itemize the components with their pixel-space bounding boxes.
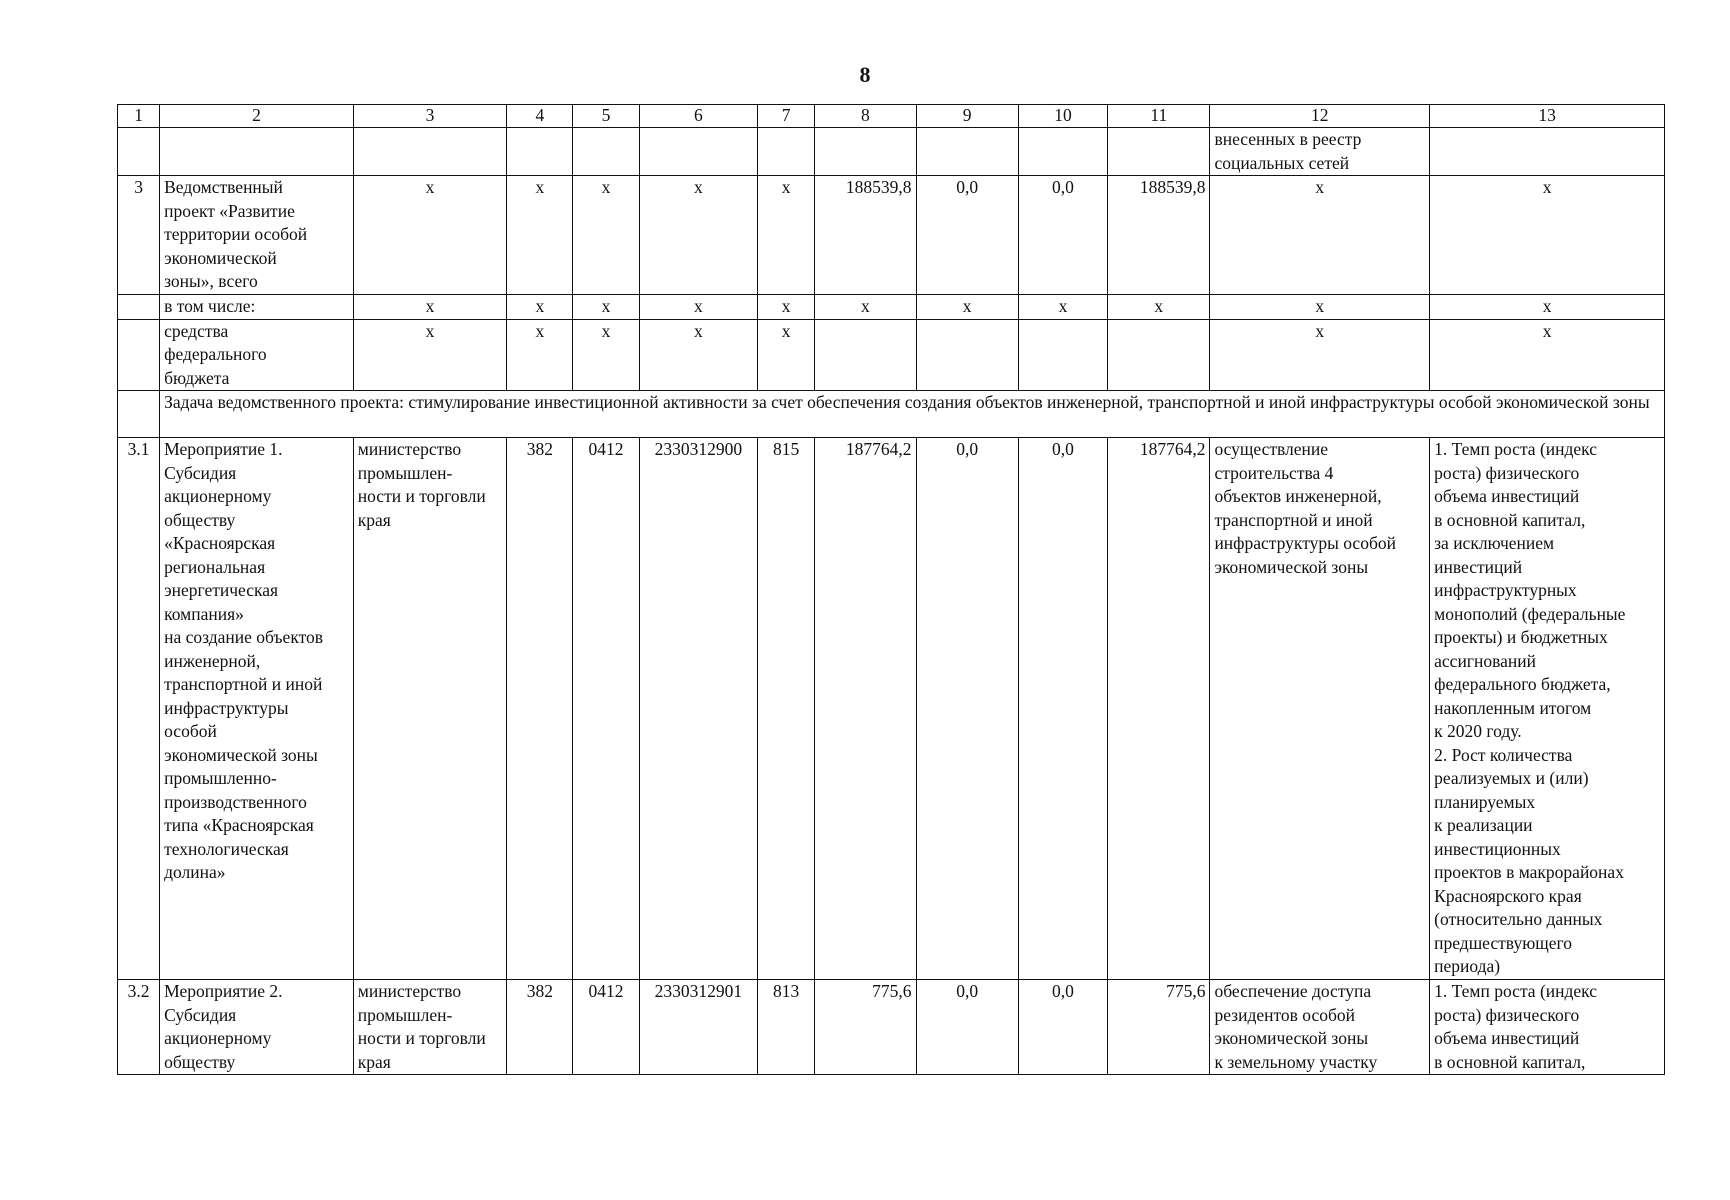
- row-name: Мероприятие 2. Субсидия акционерному обществу: [160, 980, 354, 1075]
- cell-x: х: [573, 319, 639, 391]
- cell-code: 382: [507, 438, 573, 980]
- table-row: [118, 294, 1665, 319]
- cell-x: х: [1430, 176, 1665, 295]
- col-num-cell: 9: [916, 105, 1018, 128]
- cell-x: х: [1108, 294, 1210, 319]
- cell-amount: 187764,2: [815, 438, 916, 980]
- cell-x: х: [507, 294, 573, 319]
- cell-amount: 188539,8: [815, 176, 916, 295]
- cell-x: х: [1210, 294, 1430, 319]
- col-num-cell: 3: [353, 105, 506, 128]
- table-row: [118, 980, 1665, 1075]
- cell-code: 382: [507, 980, 573, 1075]
- cell-x: х: [507, 176, 573, 295]
- row-number: 3: [118, 176, 160, 295]
- cell-indicator: 1. Темп роста (индекс роста) физического объема инвестиций в основной капитал,: [1430, 980, 1665, 1075]
- row-name: Мероприятие 1. Субсидия акционерному обществу «Красноярская региональная энергетическая компания» на создание объектов инженерной, транспортной и иной инфраструктуры особой экономической зоны промышленно- производственного типа «Красноярская технологическая долина»: [160, 438, 354, 980]
- cell-x: х: [916, 294, 1018, 319]
- col-num-cell: 8: [815, 105, 916, 128]
- cell-x: х: [1210, 176, 1430, 295]
- row-number: 3.1: [118, 438, 160, 980]
- cell-executor: министерство промышлен- ности и торговли края: [353, 980, 506, 1075]
- cell-x: х: [758, 176, 815, 295]
- col-num-cell: 4: [507, 105, 573, 128]
- column-number-row: [118, 105, 1665, 128]
- cell-x: х: [353, 319, 506, 391]
- cell-amount: 0,0: [1018, 980, 1107, 1075]
- col-num-cell: 2: [160, 105, 354, 128]
- cell-amount: 0,0: [916, 980, 1018, 1075]
- cell-amount: 0,0: [1018, 176, 1107, 295]
- cell-indicator: 1. Темп роста (индекс роста) физического объема инвестиций в основной капитал, за исключением инвестиций инфраструктурных монополий (федеральные проекты) и бюджетных ассигнований федерального бюджета, накопленным итогом к 2020 году. 2. Рост количества реализуемых и (или) планируемых к реализации инвестиционных проектов в макрорайонах Красноярского края (относительно данных предшествующего периода): [1430, 438, 1665, 980]
- cell-result: обеспечение доступа резидентов особой экономической зоны к земельному участку: [1210, 980, 1430, 1075]
- cell-code: 2330312900: [639, 438, 757, 980]
- cell-x: х: [1018, 294, 1107, 319]
- program-table: [117, 104, 1665, 1075]
- cell-x: х: [507, 319, 573, 391]
- cell-x: х: [573, 294, 639, 319]
- cell-amount: 775,6: [815, 980, 916, 1075]
- col-num-cell: 12: [1210, 105, 1430, 128]
- cell-code: 813: [758, 980, 815, 1075]
- cell-amount: 187764,2: [1108, 438, 1210, 980]
- cell-x: х: [639, 176, 757, 295]
- row-name: средства федерального бюджета: [160, 319, 354, 391]
- cell-x: х: [573, 176, 639, 295]
- cell-code: 815: [758, 438, 815, 980]
- col-num-cell: 5: [573, 105, 639, 128]
- cell-x: х: [758, 294, 815, 319]
- page-number: 8: [859, 62, 871, 87]
- table-row: [118, 176, 1665, 295]
- cell-x: х: [353, 294, 506, 319]
- cell-amount: 0,0: [1018, 438, 1107, 980]
- cell-x: х: [353, 176, 506, 295]
- cell-x: х: [639, 319, 757, 391]
- cell-x: х: [758, 319, 815, 391]
- task-row: [118, 391, 1665, 438]
- cell-code: 2330312901: [639, 980, 757, 1075]
- col-num-cell: 10: [1018, 105, 1107, 128]
- row-name: Ведомственный проект «Развитие территории особой экономической зоны», всего: [160, 176, 354, 295]
- cell-amount: 775,6: [1108, 980, 1210, 1075]
- continuation-row: [118, 128, 1665, 176]
- table-row: [118, 319, 1665, 391]
- col-num-cell: 6: [639, 105, 757, 128]
- cell-result: осуществление строительства 4 объектов инженерной, транспортной и иной инфраструктуры особой экономической зоны: [1210, 438, 1430, 980]
- cell-x: х: [1430, 319, 1665, 391]
- cell-x: х: [1430, 294, 1665, 319]
- cell-code: 0412: [573, 438, 639, 980]
- cell-amount: 0,0: [916, 176, 1018, 295]
- row-number: 3.2: [118, 980, 160, 1075]
- cont-result-cell: внесенных в реестр социальных сетей: [1210, 128, 1430, 176]
- cell-amount: 188539,8: [1108, 176, 1210, 295]
- col-num-cell: 1: [118, 105, 160, 128]
- task-text: Задача ведомственного проекта: стимулирование инвестиционной активности за счет обеспечения создания объектов инженерной, транспортной и иной инфраструктуры особой экономической зоны: [160, 391, 1665, 438]
- col-num-cell: 7: [758, 105, 815, 128]
- col-num-cell: 11: [1108, 105, 1210, 128]
- cell-amount: 0,0: [916, 438, 1018, 980]
- row-name: в том числе:: [160, 294, 354, 319]
- cell-code: 0412: [573, 980, 639, 1075]
- col-num-cell: 13: [1430, 105, 1665, 128]
- cell-x: х: [815, 294, 916, 319]
- table-row: [118, 438, 1665, 980]
- cell-executor: министерство промышлен- ности и торговли края: [353, 438, 506, 980]
- cell-x: х: [1210, 319, 1430, 391]
- cell-x: х: [639, 294, 757, 319]
